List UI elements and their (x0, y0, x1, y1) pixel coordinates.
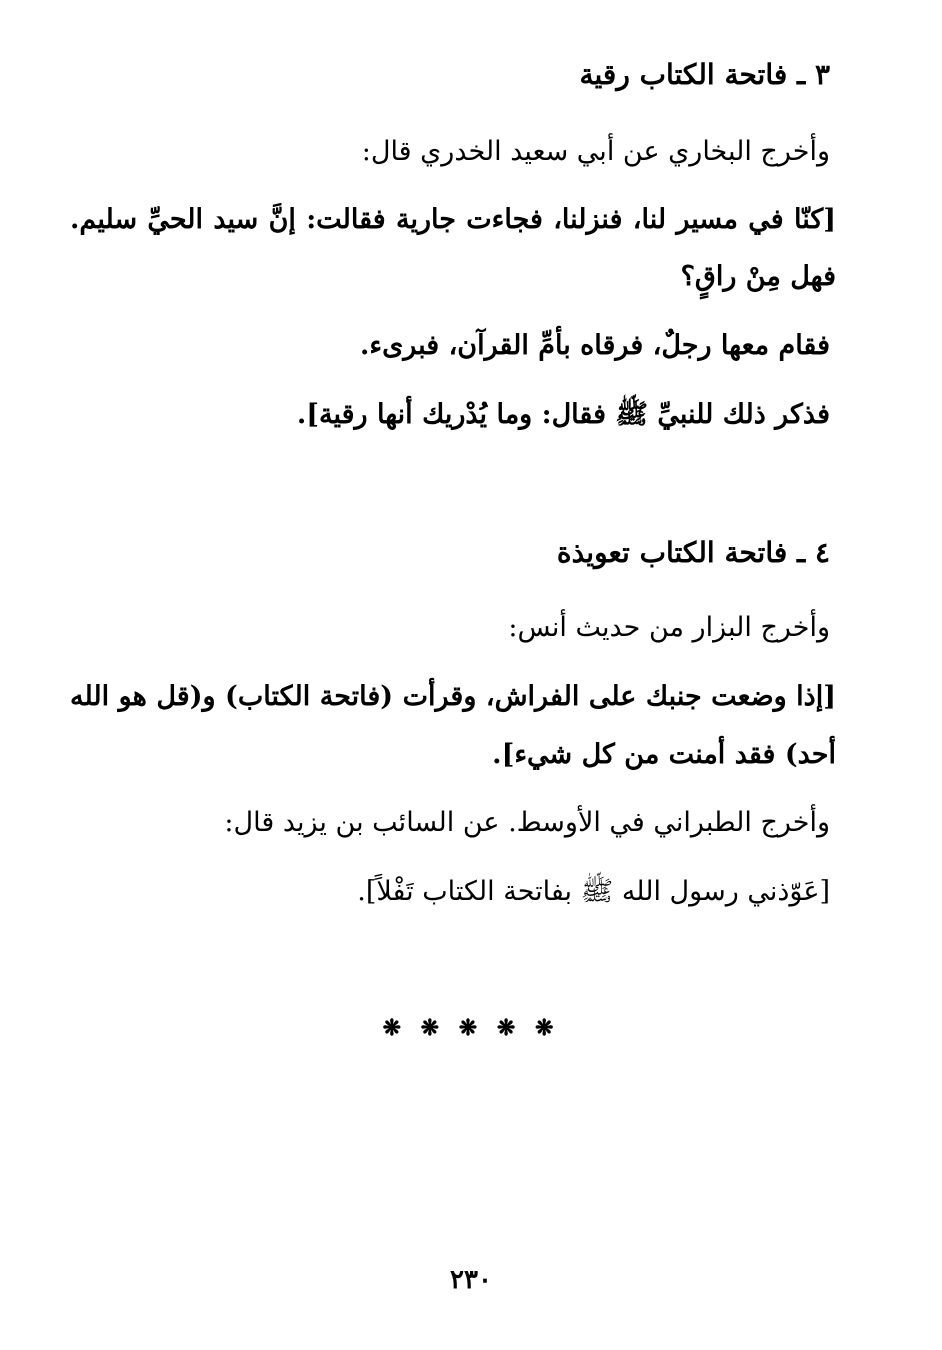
section-4-intro-2: وأخرج الطبراني في الأوسط. عن السائب بن يزيد قال: (224, 807, 830, 838)
section-separator: ❋ ❋ ❋ ❋ ❋ (382, 1015, 560, 1041)
section-4-hadith-2: [عَوّذني رسول الله ﷺ بفاتحة الكتاب تَفْلاً]. (357, 876, 830, 907)
section-3-hadith-line-4: فذكر ذلك للنبيِّ ﷺ فقال: وما يُدْريك أنها رقية]. (296, 399, 830, 430)
page-number: ٢٣٠ (450, 1265, 492, 1295)
section-3-hadith-line-2: فهل مِنْ راقٍ؟ (680, 261, 836, 292)
section-4-intro: وأخرج البزار من حديث أنس: (508, 612, 830, 643)
section-4-hadith-line-1: [إذا وضعت جنبك على الفراش، وقرأت (فاتحة الكتاب) و(قل هو الله (70, 681, 836, 712)
section-3-hadith-line-3: فقام معها رجلٌ، فرقاه بأمِّ القرآن، فبرىء. (359, 330, 830, 361)
section-3-hadith-line-1: [كنّا في مسير لنا، فنزلنا، فجاءت جارية فقالت: إنَّ سيد الحيِّ سليم. (70, 204, 836, 235)
section-3-heading: ٣ ـ فاتحة الكتاب رقية (579, 58, 830, 91)
section-4-heading: ٤ ـ فاتحة الكتاب تعويذة (556, 536, 830, 569)
section-4-hadith-line-2: أحد) فقد أمنت من كل شيء]. (492, 739, 836, 770)
section-3-intro: وأخرج البخاري عن أبي سعيد الخدري قال: (361, 136, 830, 167)
